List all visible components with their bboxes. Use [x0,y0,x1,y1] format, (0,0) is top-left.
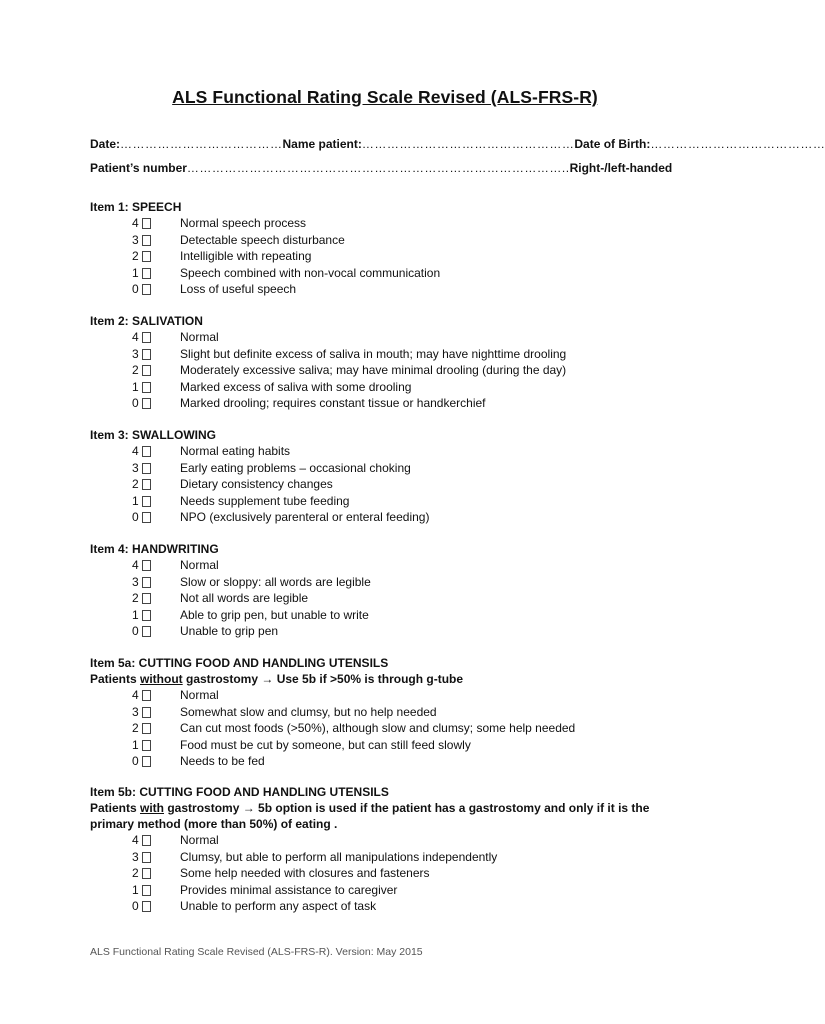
date-label: Date: [90,137,121,151]
option-checkbox[interactable] [142,235,151,246]
patient-number-field[interactable]: ……………………………………………………………………………….. [186,161,570,175]
option-row [90,704,690,721]
option-row [90,753,690,770]
option-score: 3 [132,346,139,361]
option-score: 3 [132,704,139,719]
option-row [90,509,690,526]
option-text: Able to grip pen, but unable to write [180,607,369,622]
option-row [90,232,690,249]
option-row [90,737,690,754]
option-score: 0 [132,282,139,296]
option-row [90,346,690,363]
option-row [90,865,690,882]
option-row [90,493,690,510]
option-checkbox[interactable] [142,707,151,718]
option-text: Moderately excessive saliva; may have minimal drooling (during the day) [180,363,567,377]
item-title: Item 5a: CUTTING FOOD AND HANDLING UTENSILS [90,656,389,670]
option-checkbox[interactable] [142,852,151,863]
option-checkbox[interactable] [142,398,151,409]
option-checkbox[interactable] [142,901,151,912]
option-score: 3 [132,460,139,475]
option-text: Marked excess of saliva with some drooling [180,379,412,394]
option-score: 1 [132,607,139,622]
option-score: 1 [132,379,139,394]
subtitle-prefix: Patients [90,801,141,815]
option-checkbox[interactable] [142,251,151,262]
option-text: Speech combined with non-vocal communication [180,265,441,280]
option-row [90,849,690,866]
option-score: 0 [132,510,139,524]
subtitle-underlined: with [140,801,165,815]
option-text: Loss of useful speech [180,282,297,296]
option-text: Needs to be fed [180,754,265,768]
option-score: 2 [132,477,139,491]
option-score: 0 [132,396,139,410]
option-text: Normal [180,330,219,344]
option-checkbox[interactable] [142,626,151,637]
option-score: 4 [132,216,139,230]
option-checkbox[interactable] [142,446,151,457]
item-subtitle [90,800,690,832]
option-text: Unable to perform any aspect of task [180,899,377,913]
patient-number-label: Patient’s number [90,161,187,175]
option-checkbox[interactable] [142,268,151,279]
item-1-speech [90,199,690,298]
option-checkbox[interactable] [142,868,151,879]
subtitle-underlined: without [140,672,183,686]
option-score: 0 [132,754,139,768]
option-score: 2 [132,363,139,377]
item-5b-cutting-food [90,784,690,915]
option-checkbox[interactable] [142,496,151,507]
option-row [90,395,690,412]
option-checkbox[interactable] [142,382,151,393]
option-row [90,215,690,232]
option-row [90,443,690,460]
item-title: Item 3: SWALLOWING [90,428,216,442]
option-checkbox[interactable] [142,349,151,360]
option-checkbox[interactable] [142,885,151,896]
option-row [90,882,690,899]
option-text: Normal speech process [180,216,307,230]
option-checkbox[interactable] [142,332,151,343]
option-score: 4 [132,833,139,847]
option-text: Some help needed with closures and fasteners [180,866,430,880]
option-score: 2 [132,249,139,263]
option-score: 1 [132,265,139,280]
option-row [90,898,690,915]
option-checkbox[interactable] [142,512,151,523]
option-row [90,379,690,396]
option-text: Dietary consistency changes [180,477,333,491]
option-row [90,720,690,737]
option-row [90,362,690,379]
option-row [90,329,690,346]
option-checkbox[interactable] [142,365,151,376]
page-footer: ALS Functional Rating Scale Revised (ALS-FRS-R). Version: May 2015 [90,946,423,958]
option-score: 4 [132,558,139,572]
option-text: Not all words are legible [180,591,309,605]
item-4-handwriting [90,541,690,640]
option-score: 3 [132,849,139,864]
option-text: Normal [180,688,219,702]
option-checkbox[interactable] [142,577,151,588]
option-checkbox[interactable] [142,560,151,571]
option-text: Intelligible with repeating [180,249,312,263]
item-title: Item 1: SPEECH [90,200,182,214]
option-row [90,281,690,298]
option-score: 0 [132,899,139,913]
option-text: Needs supplement tube feeding [180,493,350,508]
name-patient-label: Name patient: [282,137,362,151]
option-score: 2 [132,866,139,880]
option-text: Early eating problems – occasional choking [180,460,411,475]
option-score: 4 [132,444,139,458]
option-checkbox[interactable] [142,479,151,490]
page-title: ALS Functional Rating Scale Revised (ALS-FRS-R) [172,87,598,107]
option-score: 1 [132,493,139,508]
header-line-1 [90,137,825,151]
option-row [90,265,690,282]
option-row [90,832,690,849]
option-checkbox[interactable] [142,218,151,229]
option-text: Normal [180,833,219,847]
option-text: Unable to grip pen [180,624,279,638]
subtitle-prefix: Patients [90,672,141,686]
option-score: 3 [132,232,139,247]
handedness-label[interactable]: Right-/left-handed [569,161,673,175]
option-score: 2 [132,591,139,605]
item-2-salivation [90,313,690,412]
option-score: 4 [132,330,139,344]
option-score: 4 [132,688,139,702]
header-line-2 [90,161,672,175]
option-checkbox[interactable] [142,284,151,295]
item-title: Item 4: HANDWRITING [90,542,219,556]
option-text: Marked drooling; requires constant tissue or handkerchief [180,396,486,410]
option-checkbox[interactable] [142,835,151,846]
option-text: NPO (exclusively parenteral or enteral feeding) [180,510,430,524]
option-score: 1 [132,737,139,752]
option-row [90,248,690,265]
option-row [90,574,690,591]
date-field[interactable]: ………………………………… [120,137,283,151]
option-row [90,607,690,624]
option-row [90,460,690,477]
option-row [90,557,690,574]
option-score: 1 [132,882,139,897]
item-title: Item 5b: CUTTING FOOD AND HANDLING UTENSILS [90,785,389,799]
item-title: Item 2: SALIVATION [90,314,203,328]
option-checkbox[interactable] [142,690,151,701]
option-score: 3 [132,574,139,589]
option-text: Clumsy, but able to perform all manipulations independently [180,849,498,864]
option-checkbox[interactable] [142,463,151,474]
option-checkbox[interactable] [142,740,151,751]
option-text: Normal eating habits [180,444,291,458]
item-5a-cutting-food [90,655,690,770]
option-row [90,687,690,704]
option-checkbox[interactable] [142,593,151,604]
option-text: Provides minimal assistance to caregiver [180,882,398,897]
option-score: 0 [132,624,139,638]
option-text: Can cut most foods (>50%), although slow and clumsy; some help needed [180,721,576,735]
option-row [90,623,690,640]
option-text: Somewhat slow and clumsy, but no help needed [180,704,437,719]
name-patient-field[interactable]: …………………………………………… [361,137,575,151]
subtitle-suffix: gastrostomy → 5b option is used if the patient has a gastrostomy and only if it is the primary method (more than 50%) of eating . [90,801,650,831]
option-row [90,476,690,493]
item-3-swallowing [90,427,690,526]
option-text: Slow or sloppy: all words are legible [180,574,371,589]
option-checkbox[interactable] [142,756,151,767]
option-checkbox[interactable] [142,723,151,734]
option-checkbox[interactable] [142,610,151,621]
option-row [90,590,690,607]
date-of-birth-field[interactable]: …………………………………… [650,137,825,151]
option-text: Normal [180,558,219,572]
date-of-birth-label: Date of Birth: [574,137,651,151]
subtitle-suffix: gastrostomy → Use 5b if >50% is through g-tube [182,672,464,686]
option-text: Slight but definite excess of saliva in mouth; may have nighttime drooling [180,346,567,361]
option-score: 2 [132,721,139,735]
item-subtitle [90,671,690,687]
option-text: Detectable speech disturbance [180,232,345,247]
option-text: Food must be cut by someone, but can still feed slowly [180,737,471,752]
